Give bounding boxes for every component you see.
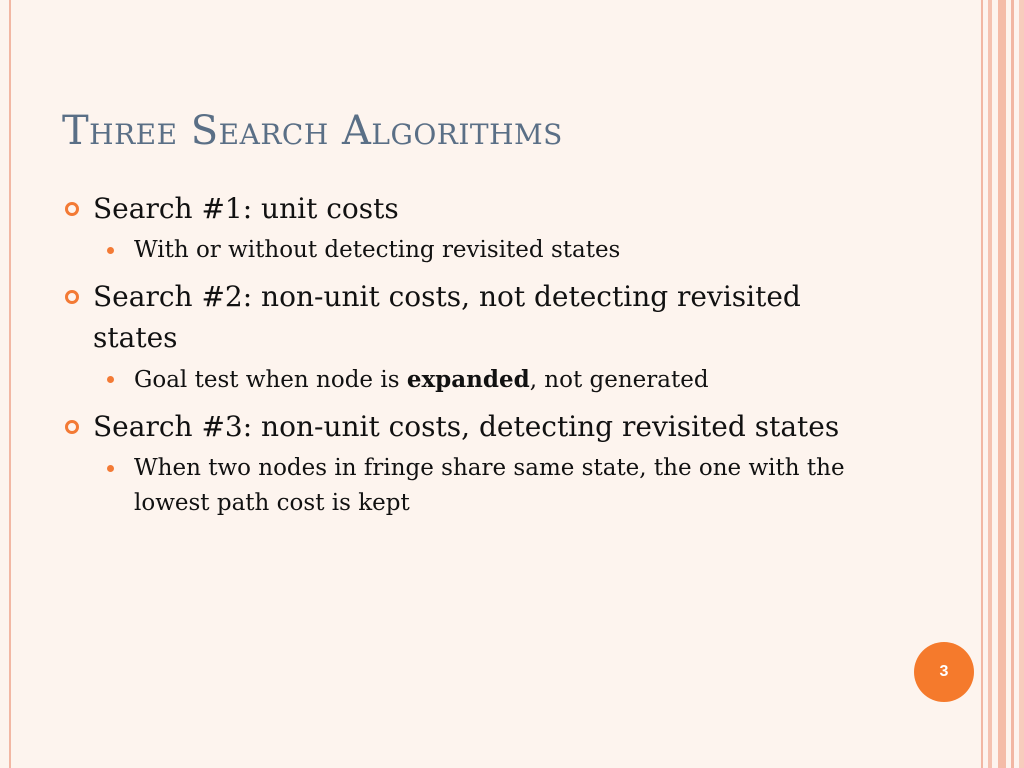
bullet-item-2 bbox=[62, 276, 882, 358]
right-border-line bbox=[988, 0, 992, 768]
sub-bullet-text-bold: expanded bbox=[406, 366, 530, 393]
dot-bullet-icon bbox=[107, 465, 114, 472]
dot-bullet-icon bbox=[107, 247, 114, 254]
right-border-line bbox=[1011, 0, 1014, 768]
slide-title: Three Search Algorithms bbox=[62, 108, 563, 154]
bullet-item-3 bbox=[62, 406, 882, 447]
right-border-line bbox=[981, 0, 983, 768]
ring-bullet-icon bbox=[65, 420, 79, 434]
dot-bullet-icon bbox=[107, 376, 114, 383]
bullet-item-1 bbox=[62, 188, 882, 229]
sub-bullet-item-3 bbox=[62, 451, 882, 521]
bullet-list bbox=[62, 188, 882, 529]
sub-bullet-text-pre: Goal test when node is bbox=[134, 367, 407, 393]
bullet-text: Search #1: unit costs bbox=[93, 192, 399, 225]
ring-bullet-icon bbox=[65, 202, 79, 216]
right-border-line bbox=[998, 0, 1006, 768]
sub-bullet-text: When two nodes in fringe share same state, the one with the lowest path cost is kept bbox=[134, 455, 845, 516]
ring-bullet-icon bbox=[65, 290, 79, 304]
right-border-line bbox=[1019, 0, 1024, 768]
bullet-text: Search #2: non-unit costs, not detecting revisited states bbox=[93, 280, 801, 354]
bullet-text: Search #3: non-unit costs, detecting revisited states bbox=[93, 410, 840, 443]
page-number-badge: 3 bbox=[914, 642, 974, 702]
sub-bullet-item-1 bbox=[62, 233, 882, 268]
sub-bullet-text-post: , not generated bbox=[529, 367, 709, 393]
left-border-line bbox=[9, 0, 11, 768]
sub-bullet-text: With or without detecting revisited states bbox=[134, 237, 621, 263]
sub-bullet-item-2 bbox=[62, 362, 882, 398]
